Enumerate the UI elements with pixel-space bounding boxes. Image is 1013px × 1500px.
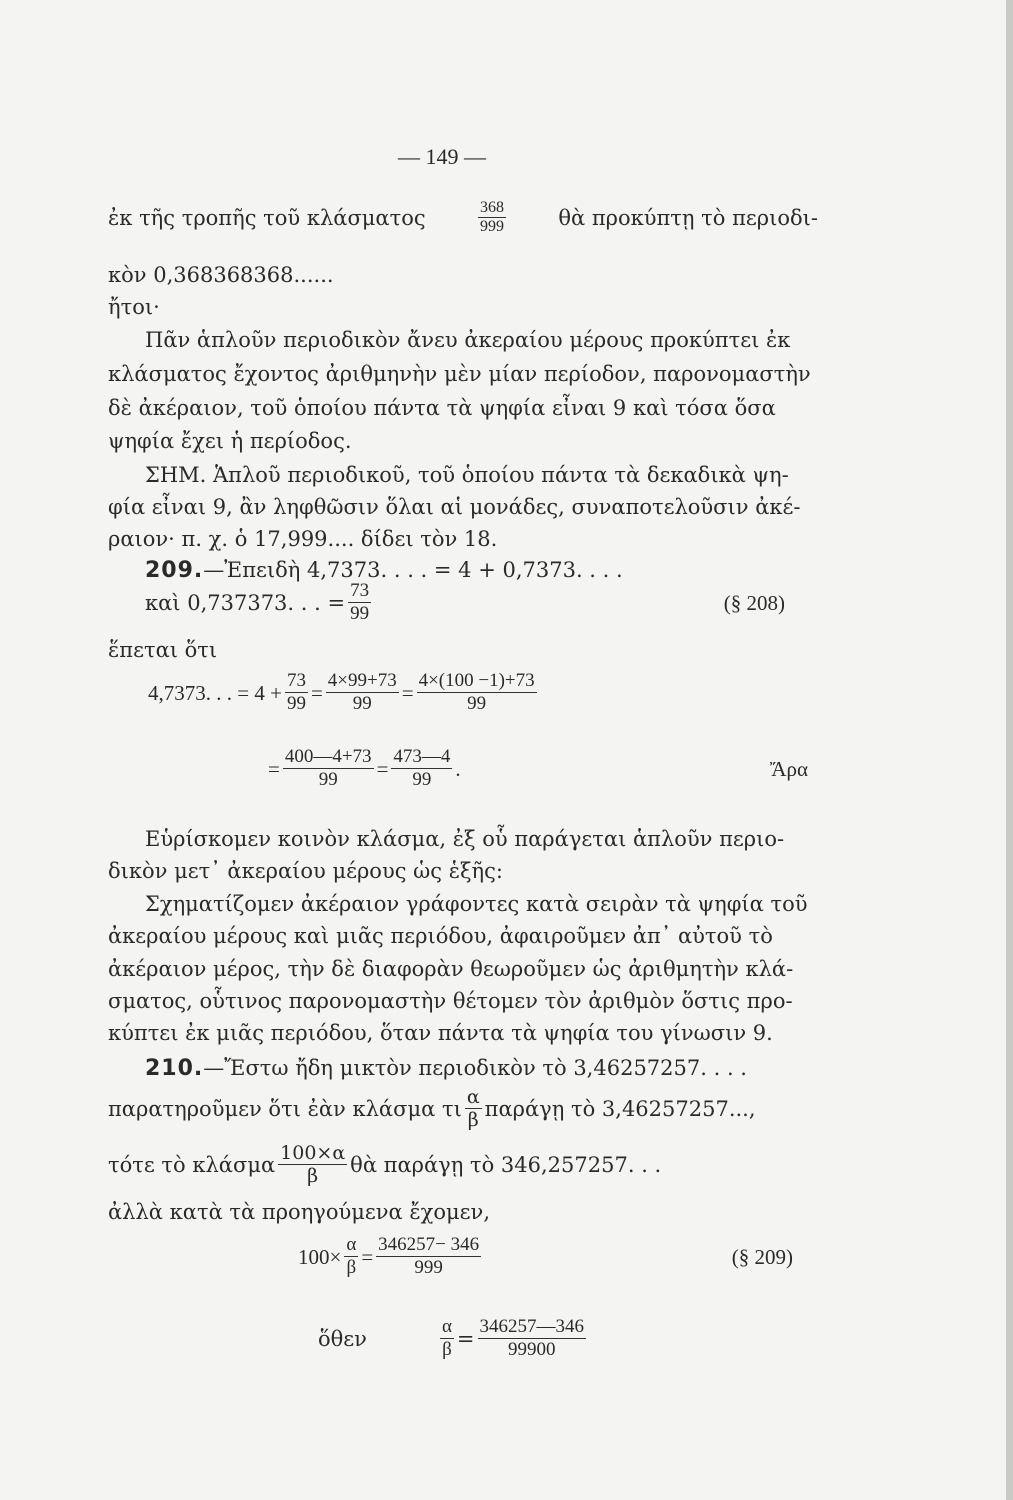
text-line-22 <box>108 1086 818 1131</box>
numerator: α <box>466 1086 480 1108</box>
section-number-209: 209. <box>145 558 204 583</box>
equation-2 <box>268 746 808 791</box>
note-line-3: ραιον· π. χ. ὁ 17,999.... δίδει τὸν 18. <box>108 527 498 551</box>
numerator: 473—4 <box>393 746 451 767</box>
section-number-210: 210. <box>145 1056 204 1081</box>
denominator: 99 <box>286 693 306 714</box>
text-line-7: ψηφία ἔχει ἡ περίοδος. <box>108 429 352 453</box>
fraction <box>283 746 374 791</box>
note-line-1: ΣΗΜ. Ἁπλοῦ περιοδικοῦ, τοῦ ὁποίου πάντα τὰ δεκαδικὰ ψη- <box>145 463 789 487</box>
text-line-16: Σχηματίζομεν ἀκέραιον γράφοντες κατὰ σειρὰν τὰ ψηφία τοῦ <box>145 892 808 916</box>
equation-line-12 <box>145 580 785 625</box>
denominator: 99900 <box>508 1339 556 1360</box>
numerator: 73 <box>286 670 306 691</box>
fraction <box>344 1234 358 1279</box>
text-line-5: κλάσματος ἔχοντος ἀριθμηνὴν μὲν μίαν περίοδον, παρονομαστὴν <box>108 362 811 386</box>
text-line-4 <box>145 327 818 353</box>
numerator: 73 <box>350 580 370 601</box>
text-line-13: ἕπεται ὅτι <box>108 638 218 662</box>
text-line-23-a: τότε τὸ κλάσμα <box>108 1152 276 1177</box>
text-line-22-a: παρατηροῦμεν ὅτι ἐὰν κλάσμα τι <box>108 1096 462 1121</box>
denominator: 999 <box>414 1257 443 1278</box>
equation-4 <box>318 1316 589 1361</box>
text-line-3: ἤτοι· <box>108 295 160 319</box>
note-line-2: φία εἶναι 9, ἂν ληφθῶσιν ὅλαι αἱ μονάδες, συναποτελοῦσιν ἀκέ- <box>108 495 801 519</box>
text-line-18: ἀκέραιον μέρος, τὴν δὲ διαφορὰν θεωροῦμεν ὡς ἀριθμητὴν κλά- <box>108 957 794 981</box>
denominator: 999 <box>479 218 504 235</box>
equation-3-lhs: 100× <box>298 1244 342 1269</box>
text-line-20: κύπτει ἐκ μιᾶς περιόδου, ὅταν πάντα τὰ ψηφία του γίνωσιν 9. <box>108 1021 773 1045</box>
fraction <box>417 670 537 715</box>
numerator: 400—4+73 <box>284 746 372 767</box>
text-line-22-b: παράγῃ τὸ 3,46257257..., <box>484 1096 756 1121</box>
fraction <box>440 1316 454 1361</box>
denominator: 99 <box>318 769 338 790</box>
text-line-23-b: θὰ παράγῃ τὸ 346,257257. . . <box>350 1152 662 1177</box>
denominator: 99 <box>352 693 372 714</box>
fraction <box>478 1316 587 1361</box>
text-line-23 <box>108 1142 661 1187</box>
fraction <box>376 1234 481 1279</box>
denominator: 99 <box>412 769 432 790</box>
denominator: 99 <box>467 693 487 714</box>
ara-word: Ἄρα <box>769 756 808 781</box>
equals-sign: = <box>268 756 280 781</box>
section-210-line <box>145 1055 747 1082</box>
paragraph-text: Πᾶν ἁπλοῦν περιοδικὸν ἄνευ ἀκεραίου μέρους προκύπτει ἐκ <box>145 328 791 352</box>
fraction <box>391 746 452 791</box>
page-edge-right <box>1006 0 1013 1500</box>
text-line-1-b: θὰ προκύπτῃ τὸ περιοδι- <box>558 205 818 230</box>
period: . <box>455 756 461 781</box>
fraction-73-99 <box>348 580 371 625</box>
equals-sign: = <box>401 680 414 705</box>
numerator: α <box>346 1234 357 1255</box>
equation-1-lhs: 4,7373. . . = 4 + <box>148 680 282 705</box>
text-line-14: Εὑρίσκομεν κοινὸν κλάσμα, ἐξ οὗ παράγεται ἁπλοῦν περιο- <box>145 827 785 851</box>
numerator: 4×(100 −1)+73 <box>418 670 535 691</box>
denominator: 99 <box>350 603 370 624</box>
fraction-368-999 <box>478 199 506 236</box>
text-line-6: δὲ ἀκέραιον, τοῦ ὁποίου πάντα τὰ ψηφία εἶναι 9 καὶ τόσα ὅσα <box>108 396 776 420</box>
reference-209: (§ 209) <box>731 1244 793 1269</box>
text-line-15: δικὸν μετ᾽ ἀκεραίου μέρους ὡς ἑξῆς: <box>108 859 503 883</box>
equation-12-lhs: καὶ 0,737373. . . = <box>145 590 346 615</box>
fraction-alpha-beta <box>465 1086 482 1131</box>
text-line-1-a: ἐκ τῆς τροπῆς τοῦ κλάσματος <box>108 205 426 230</box>
text-line-17: ἀκεραίου μέρους καὶ μιᾶς περιόδου, ἀφαιροῦμεν ἀπ᾽ αὐτοῦ τὸ <box>108 924 773 948</box>
text-line-1 <box>108 199 818 236</box>
fraction-100a-beta <box>278 1142 347 1187</box>
text-line-2: κὸν 0,368368368...... <box>108 263 334 287</box>
denominator: β <box>346 1257 357 1278</box>
equals-sign: = <box>310 680 323 705</box>
denominator: β <box>442 1339 452 1360</box>
equation-3 <box>298 1234 793 1279</box>
numerator: α <box>441 1316 452 1337</box>
denominator: β <box>307 1165 319 1187</box>
numerator: 346257− 346 <box>378 1234 480 1255</box>
text-line-24: ἀλλὰ κατὰ τὰ προηγούμενα ἔχομεν, <box>108 1200 490 1224</box>
fraction <box>285 670 308 715</box>
equals-sign: = <box>456 1326 475 1351</box>
othen-word: ὅθεν <box>318 1326 367 1351</box>
equals-sign: = <box>376 756 389 781</box>
section-210-text: —Ἔστω ἤδη μικτὸν περιοδικὸν τὸ 3,46257257. . . . <box>203 1056 747 1080</box>
numerator: 4×99+73 <box>327 670 397 691</box>
page-number: — 149 — <box>398 144 486 169</box>
equals-sign: = <box>361 1244 374 1269</box>
text-line-19: σματος, οὗτινος παρονομαστὴν θέτομεν τὸν ἀριθμὸν ὅστις προ- <box>108 989 793 1013</box>
equation-1 <box>148 670 778 715</box>
fraction <box>326 670 399 715</box>
section-209-text: —Ἐπειδὴ 4,7373. . . . = 4 + 0,7373. . . . <box>203 558 623 582</box>
numerator: 100×α <box>280 1142 346 1164</box>
numerator: 368 <box>479 199 504 216</box>
reference-208: (§ 208) <box>723 590 785 615</box>
denominator: β <box>467 1109 479 1131</box>
numerator: 346257—346 <box>479 1316 585 1337</box>
